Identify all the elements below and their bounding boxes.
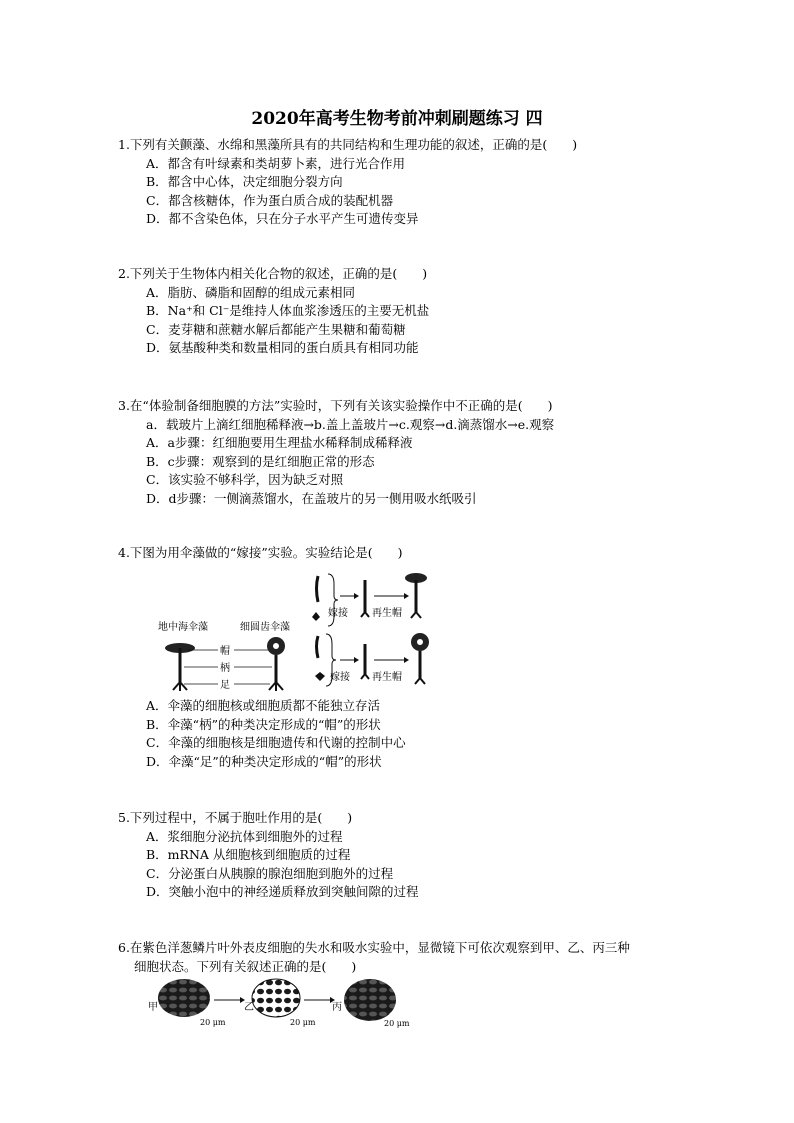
question-stem-continued: 细胞状态。下列有关叙述正确的是( ) [134,958,357,974]
procedure-steps: a．载玻片上滴红细胞稀释液→b.盖上盖玻片→c.观察→d.滴蒸馏水→e.观察 [146,416,555,432]
option-b: B．伞藻“柄”的种类决定形成的“帽”的形状 [146,716,381,732]
alga-crenulata [267,637,285,691]
foot-piece [312,612,320,621]
grafted-foot [361,612,369,617]
scale-yi: 20 μm [290,1018,316,1027]
option-c: C．都含核糖体，作为蛋白质合成的装配机器 [146,192,394,208]
option-c: C．该实验不够科学，因为缺乏对照 [146,472,344,487]
label-crenulata: 细圆齿伞藻 [240,622,290,633]
option-a: A．伞藻的细胞核或细胞质都不能独立存活 [146,698,381,713]
option-a: A．浆细胞分泌抗体到细胞外的过程 [146,828,343,844]
label-mediterranean: 地中海伞藻 [158,622,208,633]
label-graft-top: 嫁接 [328,608,348,619]
regen-foot [415,678,425,684]
question-5 [118,809,718,902]
question-stem: 5.下列过程中，不属于胞吐作用的是( ) [118,810,353,825]
foot-shape [173,682,187,691]
option-d: D．氨基酸种类和数量相同的蛋白质具有相同功能 [146,340,419,355]
cell-image-bing [344,979,396,1021]
question-stem: 2.下列关于生物体内相关化合物的叙述，正确的是( ) [118,266,428,281]
option-b: B．Na⁺和 Cl⁻是维持人体血浆渗透压的主要无机盐 [146,303,430,318]
label-bing: 丙 [332,1002,342,1013]
label-jia: 甲 [148,1002,158,1013]
question-stem: 3.在“体验制备细胞膜的方法”实验时，下列有关该实验操作中不正确的是( ) [118,398,553,413]
arrow-head [404,657,409,663]
option-d: D．伞藻“足”的种类决定形成的“帽”的形状 [146,753,382,769]
stalk-piece [317,636,319,658]
label-stalk: 柄 [220,663,230,674]
label-foot: 足 [220,680,230,691]
label-yi: 乙 [244,1002,254,1013]
grafting-figure [158,568,458,696]
cell-image-yi [252,979,300,1017]
question-2 [118,265,718,358]
top-row [312,573,427,626]
microscope-cells-diagram [148,978,428,1028]
label-graft-bottom: 嫁接 [330,672,350,683]
label-cap: 帽 [220,646,230,657]
option-c: C．分泌蛋白从胰腺的腺泡细胞到胞外的过程 [146,865,394,881]
page-title: 2020年高考生物考前冲刺刷题练习 四 [251,109,543,129]
cell-states-figure [148,978,428,1028]
option-a: A．a步骤：红细胞要用生理盐水稀释制成稀释液 [146,435,413,450]
foot-shape [269,682,283,691]
option-d: D．突触小泡中的神经递质释放到突触间隙的过程 [146,884,419,899]
grafting-diagram [158,568,458,696]
stalk-piece [317,576,319,602]
option-a: A．脂肪、磷脂和固醇的组成元素相同 [146,284,356,300]
question-4 [118,544,718,563]
label-regen-top: 再生帽 [372,608,402,619]
cap-center [273,643,279,649]
scale-jia: 20 μm [200,1018,226,1027]
option-b: B．c步骤：观察到的是红细胞正常的形态 [146,453,375,469]
option-b: B．mRNA 从细胞核到细胞质的过程 [146,847,351,862]
question-3 [118,397,718,508]
question-stem: 1.下列有关颤藻、水绵和黑藻所具有的共同结构和生理功能的叙述，正确的是( ) [118,137,578,152]
grafted-foot [361,674,369,679]
label-regen-bottom: 再生帽 [372,672,402,683]
option-c: C．伞藻的细胞核是细胞遗传和代谢的控制中心 [146,735,406,750]
question-4-options [118,697,718,771]
cell-image-jia [158,979,210,1017]
option-d: D．都不含染色体，只在分子水平产生可遗传变异 [146,211,419,226]
option-a: A．都含有叶绿素和类胡萝卜素，进行光合作用 [146,155,406,171]
foot-piece [315,672,325,681]
option-d: D．d步骤：一侧滴蒸馏水，在盖玻片的另一侧用吸水纸吸引 [146,490,477,506]
question-stem: 4.下图为用伞藻做的“嫁接”实验。实验结论是( ) [118,545,403,560]
option-c: C．麦芽糖和蔗糖水解后都能产生果糖和葡萄糖 [146,321,406,337]
question-stem: 6.在紫色洋葱鳞片叶外表皮细胞的失水和吸水实验中，显微镜下可依次观察到甲、乙、丙三种 [118,940,630,955]
regen-cap-center [417,639,423,645]
scale-bing: 20 μm [384,1019,410,1028]
arrow-head [354,593,359,599]
regen-foot [411,612,421,618]
question-1 [118,136,718,229]
arrow-head [404,593,409,599]
bottom-row [315,633,429,686]
option-b: B．都含中心体，决定细胞分裂方向 [146,174,343,189]
arrow-head [354,657,359,663]
question-6 [118,939,708,976]
